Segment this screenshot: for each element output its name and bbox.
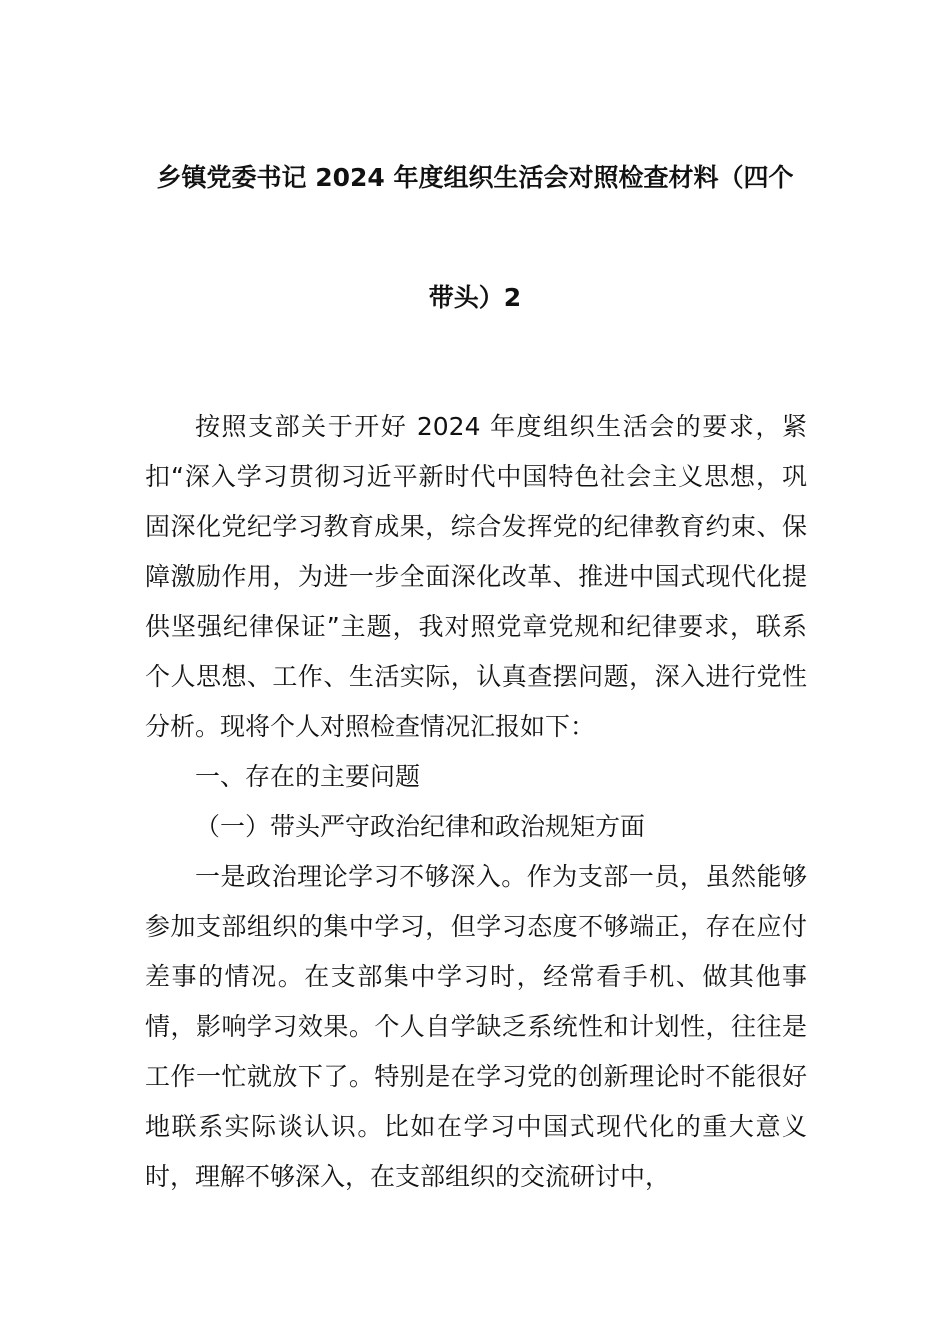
body-paragraph: 一是政治理论学习不够深入。作为支部一员，虽然能够参加支部组织的集中学习，但学习态度不够端正，存在应付差事的情况。在支部集中学习时，经常看手机、做其他事情，影响学习效果。个人自学缺乏系统性和计划性，往往是工作一忙就放下了。特别是在学习党的创新理论时不能很好地联系实际谈认识。比如在学习中国式现代化的重大意义时，理解不够深入，在支部组织的交流研讨中，: [145, 862, 807, 1191]
document-body: [145, 402, 807, 1202]
section-heading: 一、存在的主要问题: [195, 762, 421, 791]
intro-paragraph: 按照支部关于开好 2024 年度组织生活会的要求，紧扣“深入学习贯彻习近平新时代中国特色社会主义思想，巩固深化党纪学习教育成果，综合发挥党的纪律教育约束、保障激励作用，为进一步全面深化改革、推进中国式现代化提供坚强纪律保证”主题，我对照党章党规和纪律要求，联系个人思想、工作、生活实际，认真查摆问题，深入进行党性分析。现将个人对照检查情况汇报如下：: [145, 412, 807, 741]
document-title-line-2: 带头）2: [428, 283, 522, 312]
subsection-heading: （一）带头严守政治纪律和政治规矩方面: [195, 812, 646, 841]
document-title-line-1: 乡镇党委书记 2024 年度组织生活会对照检查材料（四个: [156, 163, 794, 192]
